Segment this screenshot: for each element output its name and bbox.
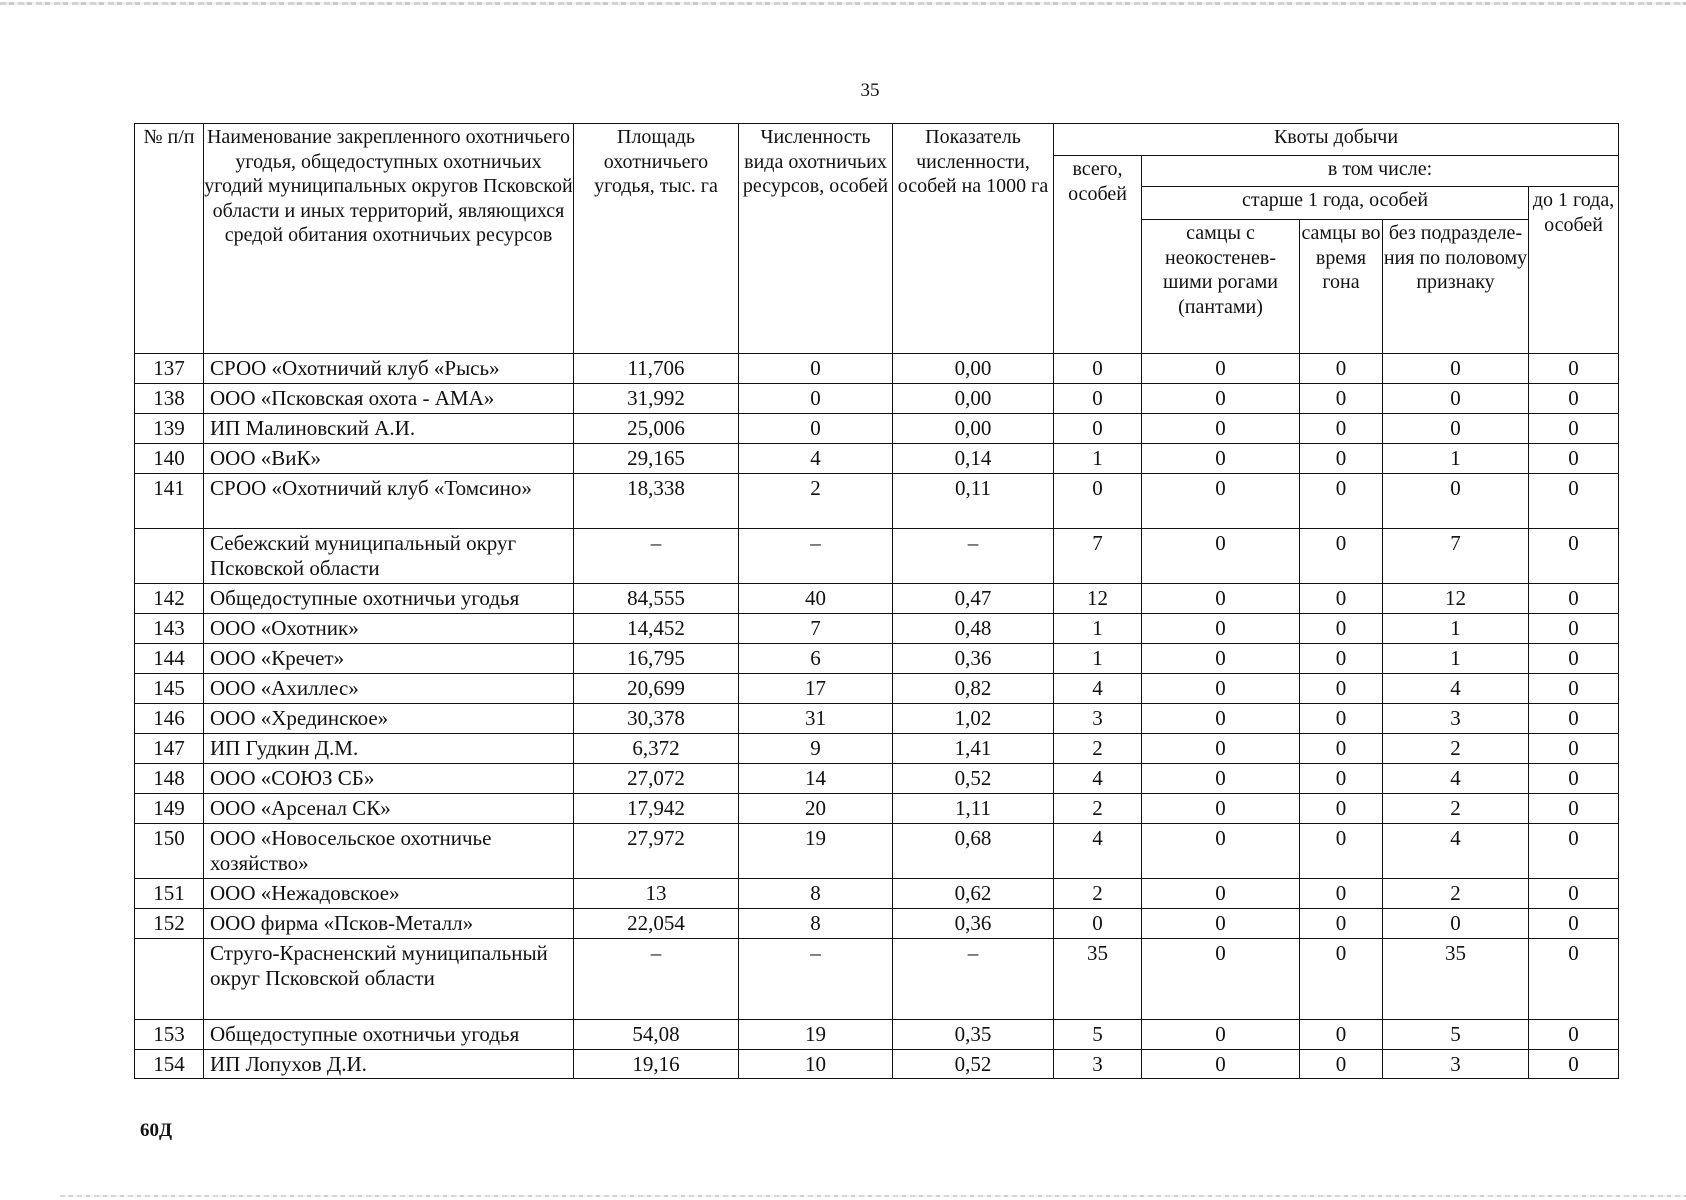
cell-no-sex: 5: [1383, 1020, 1529, 1050]
cell-density: 1,02: [893, 704, 1054, 734]
cell-males-antlers: 0: [1142, 614, 1300, 644]
cell-no: 139: [135, 414, 204, 444]
table-row-district: [135, 939, 1619, 1020]
cell-area: 31,992: [574, 384, 739, 414]
cell-name: СРОО «Охотничий клуб «Томсино»: [204, 474, 574, 529]
cell-no-sex: 0: [1383, 414, 1529, 444]
cell-area: 27,072: [574, 764, 739, 794]
cell-name: ООО «Ахиллес»: [204, 674, 574, 704]
cell-total: 35: [1054, 939, 1142, 1020]
cell-under1: 0: [1529, 764, 1619, 794]
cell-population: 7: [739, 614, 893, 644]
header-area: Площадь охотничьего угодья, тыс. га: [574, 124, 739, 354]
cell-males-rut: 0: [1300, 939, 1383, 1020]
header-quotas: Квоты добычи: [1054, 124, 1619, 156]
cell-name: ИП Гудкин Д.М.: [204, 734, 574, 764]
table-row: [135, 764, 1619, 794]
cell-population: 9: [739, 734, 893, 764]
cell-population: –: [739, 529, 893, 584]
cell-total: 7: [1054, 529, 1142, 584]
cell-under1: 0: [1529, 614, 1619, 644]
cell-density: –: [893, 939, 1054, 1020]
cell-density: 0,35: [893, 1020, 1054, 1050]
header-under1: до 1 года, особей: [1529, 187, 1619, 354]
cell-no-sex: 1: [1383, 444, 1529, 474]
table-row-district: [135, 529, 1619, 584]
cell-area: 20,699: [574, 674, 739, 704]
cell-under1: 0: [1529, 879, 1619, 909]
cell-males-rut: 0: [1300, 414, 1383, 444]
cell-no: [135, 529, 204, 584]
cell-no: 145: [135, 674, 204, 704]
cell-population: 31: [739, 704, 893, 734]
cell-population: 19: [739, 824, 893, 879]
table-row: [135, 734, 1619, 764]
cell-total: 4: [1054, 764, 1142, 794]
cell-males-rut: 0: [1300, 529, 1383, 584]
cell-name: ООО «Нежадовское»: [204, 879, 574, 909]
cell-area: 27,972: [574, 824, 739, 879]
table-row: [135, 909, 1619, 939]
cell-males-antlers: 0: [1142, 584, 1300, 614]
cell-under1: 0: [1529, 1050, 1619, 1079]
table-row: [135, 824, 1619, 879]
cell-population: 0: [739, 384, 893, 414]
header-including: в том числе:: [1142, 156, 1619, 187]
cell-density: 0,00: [893, 354, 1054, 384]
cell-area: 25,006: [574, 414, 739, 444]
scan-edge-top: [0, 2, 1686, 5]
cell-no-sex: 1: [1383, 644, 1529, 674]
cell-males-antlers: 0: [1142, 1050, 1300, 1079]
cell-total: 12: [1054, 584, 1142, 614]
page-number: 35: [860, 80, 880, 101]
cell-males-antlers: 0: [1142, 384, 1300, 414]
cell-no: 148: [135, 764, 204, 794]
cell-no-sex: 4: [1383, 764, 1529, 794]
cell-no: 149: [135, 794, 204, 824]
cell-males-rut: 0: [1300, 584, 1383, 614]
cell-population: 17: [739, 674, 893, 704]
table-row: [135, 879, 1619, 909]
cell-males-antlers: 0: [1142, 909, 1300, 939]
table-row: [135, 794, 1619, 824]
header-no: № п/п: [135, 124, 204, 354]
cell-no-sex: 35: [1383, 939, 1529, 1020]
cell-under1: 0: [1529, 1020, 1619, 1050]
cell-area: 29,165: [574, 444, 739, 474]
cell-no-sex: 2: [1383, 734, 1529, 764]
cell-males-rut: 0: [1300, 674, 1383, 704]
header-males-rut: самцы во время гона: [1300, 220, 1383, 354]
cell-no-sex: 3: [1383, 704, 1529, 734]
cell-total: 3: [1054, 1050, 1142, 1079]
cell-no-sex: 12: [1383, 584, 1529, 614]
cell-males-rut: 0: [1300, 444, 1383, 474]
cell-no-sex: 4: [1383, 824, 1529, 879]
cell-no: 150: [135, 824, 204, 879]
cell-name: Общедоступные охотничьи угодья: [204, 584, 574, 614]
cell-males-antlers: 0: [1142, 764, 1300, 794]
cell-no-sex: 0: [1383, 909, 1529, 939]
cell-males-rut: 0: [1300, 384, 1383, 414]
cell-under1: 0: [1529, 794, 1619, 824]
cell-no: 154: [135, 1050, 204, 1079]
table-header: [135, 124, 1619, 354]
cell-males-rut: 0: [1300, 614, 1383, 644]
cell-under1: 0: [1529, 824, 1619, 879]
cell-males-antlers: 0: [1142, 1020, 1300, 1050]
cell-no: 138: [135, 384, 204, 414]
cell-population: 14: [739, 764, 893, 794]
cell-no-sex: 2: [1383, 794, 1529, 824]
cell-under1: 0: [1529, 704, 1619, 734]
cell-name: ООО фирма «Псков-Металл»: [204, 909, 574, 939]
cell-name: ООО «ВиК»: [204, 444, 574, 474]
cell-total: 1: [1054, 444, 1142, 474]
cell-density: 0,36: [893, 909, 1054, 939]
cell-males-antlers: 0: [1142, 734, 1300, 764]
cell-population: 20: [739, 794, 893, 824]
cell-total: 0: [1054, 474, 1142, 529]
cell-under1: 0: [1529, 939, 1619, 1020]
cell-total: 0: [1054, 354, 1142, 384]
cell-males-rut: 0: [1300, 824, 1383, 879]
table-row: [135, 474, 1619, 529]
cell-under1: 0: [1529, 444, 1619, 474]
cell-population: 8: [739, 879, 893, 909]
cell-density: 0,47: [893, 584, 1054, 614]
cell-under1: 0: [1529, 474, 1619, 529]
table-row: [135, 704, 1619, 734]
cell-males-rut: 0: [1300, 909, 1383, 939]
cell-males-antlers: 0: [1142, 824, 1300, 879]
cell-area: –: [574, 529, 739, 584]
cell-population: 19: [739, 1020, 893, 1050]
cell-area: 13: [574, 879, 739, 909]
cell-area: 84,555: [574, 584, 739, 614]
cell-area: 6,372: [574, 734, 739, 764]
cell-density: 0,68: [893, 824, 1054, 879]
cell-males-antlers: 0: [1142, 444, 1300, 474]
cell-density: 0,00: [893, 414, 1054, 444]
cell-population: 2: [739, 474, 893, 529]
cell-no: 143: [135, 614, 204, 644]
cell-males-antlers: 0: [1142, 794, 1300, 824]
cell-males-antlers: 0: [1142, 474, 1300, 529]
cell-total: 4: [1054, 674, 1142, 704]
cell-population: –: [739, 939, 893, 1020]
cell-population: 0: [739, 354, 893, 384]
cell-no-sex: 7: [1383, 529, 1529, 584]
cell-total: 3: [1054, 704, 1142, 734]
cell-name: ООО «Кречет»: [204, 644, 574, 674]
cell-area: –: [574, 939, 739, 1020]
cell-males-antlers: 0: [1142, 704, 1300, 734]
cell-males-antlers: 0: [1142, 529, 1300, 584]
cell-area: 19,16: [574, 1050, 739, 1079]
cell-under1: 0: [1529, 529, 1619, 584]
cell-area: 16,795: [574, 644, 739, 674]
scan-edge-bottom: [60, 1195, 1686, 1197]
cell-name: ООО «Новосельское охотничье хозяйство»: [204, 824, 574, 879]
cell-under1: 0: [1529, 584, 1619, 614]
cell-males-rut: 0: [1300, 1020, 1383, 1050]
cell-total: 2: [1054, 794, 1142, 824]
cell-density: 0,82: [893, 674, 1054, 704]
footer-code: 60Д: [140, 1120, 173, 1141]
table-row: [135, 644, 1619, 674]
cell-under1: 0: [1529, 414, 1619, 444]
cell-density: 0,52: [893, 1050, 1054, 1079]
cell-total: 1: [1054, 644, 1142, 674]
cell-males-rut: 0: [1300, 474, 1383, 529]
cell-under1: 0: [1529, 384, 1619, 414]
header-population: Численность вида охотничьих ресурсов, особей: [739, 124, 893, 354]
cell-density: 0,36: [893, 644, 1054, 674]
cell-name: Общедоступные охотничьи угодья: [204, 1020, 574, 1050]
cell-no: 151: [135, 879, 204, 909]
cell-area: 14,452: [574, 614, 739, 644]
cell-population: 6: [739, 644, 893, 674]
cell-no: 153: [135, 1020, 204, 1050]
cell-males-rut: 0: [1300, 879, 1383, 909]
cell-no: 144: [135, 644, 204, 674]
cell-under1: 0: [1529, 909, 1619, 939]
cell-area: 22,054: [574, 909, 739, 939]
table-row: [135, 674, 1619, 704]
cell-name: СРОО «Охотничий клуб «Рысь»: [204, 354, 574, 384]
cell-total: 4: [1054, 824, 1142, 879]
cell-density: 0,14: [893, 444, 1054, 474]
cell-total: 2: [1054, 734, 1142, 764]
table-row: [135, 584, 1619, 614]
cell-name: ИП Лопухов Д.И.: [204, 1050, 574, 1079]
cell-name: Струго-Красненский муниципальный округ Псковской области: [204, 939, 574, 1020]
cell-name: ООО «Псковская охота - АМА»: [204, 384, 574, 414]
header-total: всего, особей: [1054, 156, 1142, 354]
hunting-quota-table: [134, 123, 1619, 1079]
cell-population: 4: [739, 444, 893, 474]
table-row: [135, 614, 1619, 644]
cell-no: 152: [135, 909, 204, 939]
cell-no-sex: 2: [1383, 879, 1529, 909]
cell-no: 146: [135, 704, 204, 734]
table-body: [135, 354, 1619, 1079]
cell-under1: 0: [1529, 354, 1619, 384]
cell-no: 137: [135, 354, 204, 384]
cell-no-sex: 0: [1383, 354, 1529, 384]
cell-density: 0,48: [893, 614, 1054, 644]
table-row: [135, 1020, 1619, 1050]
cell-total: 5: [1054, 1020, 1142, 1050]
cell-males-antlers: 0: [1142, 879, 1300, 909]
cell-name: ООО «Хрединское»: [204, 704, 574, 734]
cell-no: [135, 939, 204, 1020]
cell-density: 1,41: [893, 734, 1054, 764]
cell-males-rut: 0: [1300, 704, 1383, 734]
header-older: старше 1 года, особей: [1142, 187, 1529, 220]
cell-under1: 0: [1529, 674, 1619, 704]
cell-total: 2: [1054, 879, 1142, 909]
header-no-sex: без подразделе-ния по половому признаку: [1383, 220, 1529, 354]
cell-density: 1,11: [893, 794, 1054, 824]
table-row: [135, 414, 1619, 444]
cell-density: 0,00: [893, 384, 1054, 414]
cell-population: 8: [739, 909, 893, 939]
cell-no-sex: 1: [1383, 614, 1529, 644]
cell-name: ООО «СОЮЗ СБ»: [204, 764, 574, 794]
cell-name: Себежский муниципальный округ Псковской области: [204, 529, 574, 584]
header-density: Показатель численности, особей на 1000 га: [893, 124, 1054, 354]
cell-total: 0: [1054, 414, 1142, 444]
table-row: [135, 354, 1619, 384]
cell-density: 0,11: [893, 474, 1054, 529]
cell-total: 1: [1054, 614, 1142, 644]
cell-no: 147: [135, 734, 204, 764]
cell-population: 40: [739, 584, 893, 614]
cell-density: –: [893, 529, 1054, 584]
cell-males-antlers: 0: [1142, 674, 1300, 704]
cell-area: 18,338: [574, 474, 739, 529]
cell-males-antlers: 0: [1142, 939, 1300, 1020]
cell-name: ИП Малиновский А.И.: [204, 414, 574, 444]
cell-population: 10: [739, 1050, 893, 1079]
cell-males-rut: 0: [1300, 764, 1383, 794]
cell-total: 0: [1054, 384, 1142, 414]
cell-no-sex: 4: [1383, 674, 1529, 704]
cell-no-sex: 0: [1383, 474, 1529, 529]
cell-total: 0: [1054, 909, 1142, 939]
cell-males-rut: 0: [1300, 794, 1383, 824]
cell-density: 0,52: [893, 764, 1054, 794]
table-row: [135, 444, 1619, 474]
cell-no: 142: [135, 584, 204, 614]
header-name: Наименование закрепленного охотничьего угодья, общедоступных охотничьих угодий муниципальных округов Псковской области и иных территорий, являющихся средой обитания охотничьих ресурсов: [204, 124, 574, 354]
cell-males-antlers: 0: [1142, 414, 1300, 444]
cell-no: 141: [135, 474, 204, 529]
cell-area: 11,706: [574, 354, 739, 384]
cell-density: 0,62: [893, 879, 1054, 909]
cell-no-sex: 0: [1383, 384, 1529, 414]
cell-population: 0: [739, 414, 893, 444]
cell-males-rut: 0: [1300, 734, 1383, 764]
cell-area: 30,378: [574, 704, 739, 734]
cell-area: 54,08: [574, 1020, 739, 1050]
cell-name: ООО «Арсенал СК»: [204, 794, 574, 824]
cell-males-rut: 0: [1300, 644, 1383, 674]
cell-under1: 0: [1529, 734, 1619, 764]
cell-area: 17,942: [574, 794, 739, 824]
cell-males-antlers: 0: [1142, 354, 1300, 384]
cell-name: ООО «Охотник»: [204, 614, 574, 644]
cell-under1: 0: [1529, 644, 1619, 674]
table-row: [135, 1050, 1619, 1079]
cell-males-rut: 0: [1300, 1050, 1383, 1079]
cell-no: 140: [135, 444, 204, 474]
cell-males-rut: 0: [1300, 354, 1383, 384]
table-row: [135, 384, 1619, 414]
cell-males-antlers: 0: [1142, 644, 1300, 674]
cell-no-sex: 3: [1383, 1050, 1529, 1079]
header-males-antlers: самцы с неокостенев-шими рогами (пантами): [1142, 220, 1300, 354]
